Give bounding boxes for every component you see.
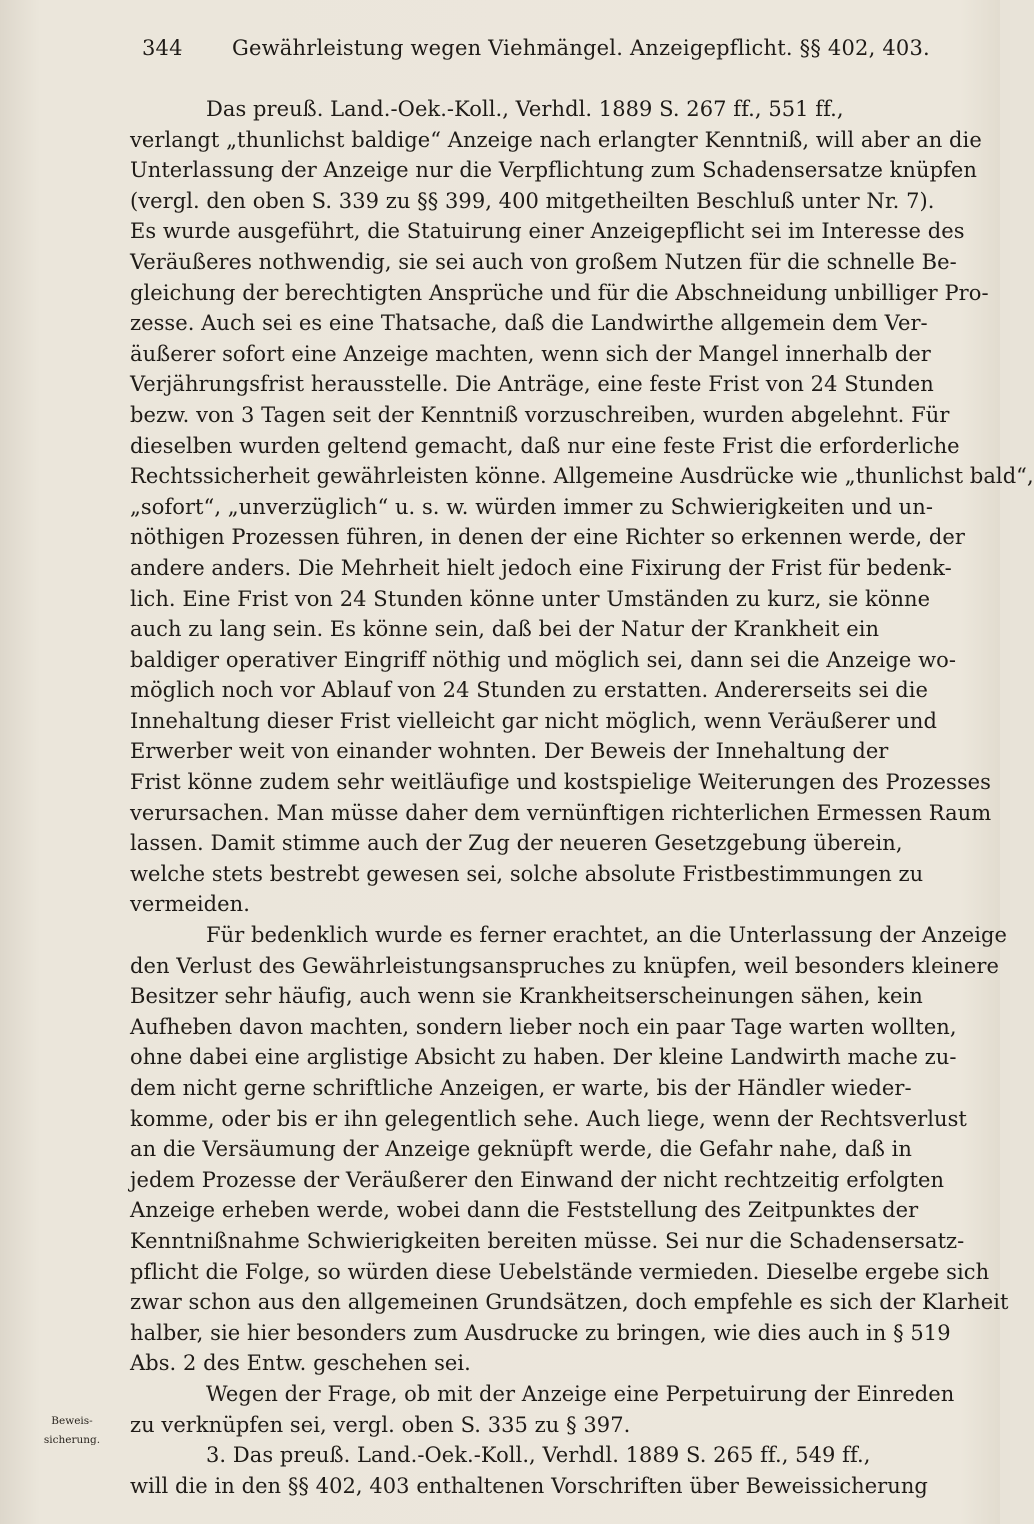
text-line: zwar schon aus den allgemeinen Grundsätzen, doch empfehle es sich der Klarheit	[130, 1290, 1009, 1315]
page-header	[142, 36, 930, 70]
text-line: Für bedenklich wurde es ferner erachtet, an die Unterlassung der Anzeige	[206, 923, 1008, 948]
text-line: bezw. von 3 Tagen seit der Kenntniß vorzuschreiben, wurden abgelehnt. Für	[130, 402, 950, 427]
text-line: (vergl. den oben S. 339 zu §§ 399, 400 mitgetheilten Beschluß unter Nr. 7).	[130, 188, 935, 213]
text-line: möglich noch vor Ablauf von 24 Stunden zu erstatten. Andererseits sei die	[130, 678, 928, 703]
text-line: Besitzer sehr häufig, auch wenn sie Krankheitserscheinungen sähen, kein	[130, 984, 923, 1009]
text-line: an die Versäumung der Anzeige geknüpft werde, die Gefahr nahe, daß in	[130, 1137, 912, 1162]
text-line: dem nicht gerne schriftliche Anzeigen, er warte, bis der Händler wieder-	[130, 1076, 912, 1100]
text-line: Unterlassung der Anzeige nur die Verpflichtung zum Schadensersatze knüpfen	[130, 158, 977, 183]
text-line: den Verlust des Gewährleistungsanspruches zu knüpfen, weil besonders kleinere	[130, 953, 999, 978]
text-line: äußerer sofort eine Anzeige machten, wenn sich der Mangel innerhalb der	[130, 341, 931, 366]
text-line: nöthigen Prozessen führen, in denen der eine Richter so erkennen werde, der	[130, 525, 965, 550]
text-line: Das preuß. Land.-Oek.-Koll., Verhdl. 1889 S. 267 ff., 551 ff.,	[206, 97, 844, 121]
text-line: verursachen. Man müsse daher dem vernünftigen richterlichen Ermessen Raum	[130, 800, 992, 825]
text-line: Kenntnißnahme Schwierigkeiten bereiten müsse. Sei nur die Schadensersatz-	[130, 1228, 965, 1253]
text-line: „sofort“, „unverzüglich“ u. s. w. würden immer zu Schwierigkeiten und un-	[130, 494, 933, 519]
text-line: Rechtssicherheit gewährleisten könne. Allgemeine Ausdrücke wie „thunlichst bald“,	[130, 464, 1034, 489]
body-text	[130, 94, 1034, 1501]
text-line: auch zu lang sein. Es könne sein, daß bei der Natur der Krankheit ein	[130, 617, 880, 642]
margin-note-line: sicherung.	[43, 1434, 101, 1446]
text-line: zesse. Auch sei es eine Thatsache, daß die Landwirthe allgemein dem Ver-	[130, 311, 928, 336]
page-number: 344	[142, 36, 183, 60]
text-line: Anzeige erheben werde, wobei dann die Feststellung des Zeitpunktes der	[130, 1198, 919, 1223]
text-line: 3. Das preuß. Land.-Oek.-Koll., Verhdl. 1889 S. 265 ff., 549 ff.,	[206, 1443, 871, 1468]
text-line: Verjährungsfrist herausstelle. Die Anträge, eine feste Frist von 24 Stunden	[130, 372, 934, 397]
text-line: vermeiden.	[130, 892, 250, 917]
text-line: Innehaltung dieser Frist vielleicht gar nicht möglich, wenn Veräußerer und	[130, 708, 937, 733]
text-line: Frist könne zudem sehr weitläufige und kostspielige Weiterungen des Prozesses	[130, 770, 991, 795]
text-line: Erwerber weit von einander wohnten. Der Beweis der Innehaltung der	[130, 739, 889, 764]
text-line: Es wurde ausgeführt, die Statuirung einer Anzeigepflicht sei im Interesse des	[130, 219, 965, 244]
text-line: andere anders. Die Mehrheit hielt jedoch eine Fixirung der Frist für bedenk-	[130, 555, 952, 580]
text-line: zu verknüpfen sei, vergl. oben S. 335 zu § 397.	[130, 1412, 631, 1437]
text-line: verlangt „thunlichst baldige“ Anzeige nach erlangter Kenntniß, will aber an die	[130, 127, 982, 152]
text-line: Veräußeres nothwendig, sie sei auch von großem Nutzen für die schnelle Be-	[130, 249, 957, 274]
text-line: welche stets bestrebt gewesen sei, solche absolute Fristbestimmungen zu	[130, 861, 924, 886]
text-line: Aufheben davon machten, sondern lieber noch ein paar Tage warten wollten,	[130, 1014, 957, 1039]
text-line: Abs. 2 des Entw. geschehen sei.	[130, 1351, 471, 1376]
text-line: gleichung der berechtigten Ansprüche und für die Abschneidung unbilliger Pro-	[130, 280, 989, 305]
text-line: will die in den §§ 402, 403 enthaltenen Vorschriften über Beweissicherung	[130, 1473, 928, 1498]
text-line: jedem Prozesse der Veräußerer den Einwand der nicht rechtzeitig erfolgten	[130, 1167, 945, 1192]
text-line: baldiger operativer Eingriff nöthig und möglich sei, dann sei die Anzeige wo-	[130, 647, 956, 672]
text-line: Wegen der Frage, ob mit der Anzeige eine Perpetuirung der Einreden	[206, 1381, 955, 1406]
text-line: komme, oder bis er ihn gelegentlich sehe. Auch liege, wenn der Rechtsverlust	[130, 1106, 967, 1131]
text-line: lassen. Damit stimme auch der Zug der neueren Gesetzgebung überein,	[130, 831, 903, 856]
margin-note-line: Beweis-	[51, 1415, 93, 1427]
text-line: lich. Eine Frist von 24 Stunden könne unter Umständen zu kurz, sie könne	[130, 586, 931, 611]
text-line: halber, sie hier besonders zum Ausdrucke zu bringen, wie dies auch in § 519	[130, 1320, 951, 1345]
text-line: pflicht die Folge, so würden diese Uebelstände vermieden. Dieselbe ergebe sich	[130, 1259, 990, 1284]
text-line: ohne dabei eine arglistige Absicht zu haben. Der kleine Landwirth mache zu-	[130, 1045, 957, 1070]
running-title: Gewährleistung wegen Viehmängel. Anzeigepflicht. §§ 402, 403.	[232, 36, 930, 60]
text-line: dieselben wurden geltend gemacht, daß nur eine feste Frist die erforderliche	[130, 433, 960, 458]
margin-note	[36, 1412, 108, 1450]
